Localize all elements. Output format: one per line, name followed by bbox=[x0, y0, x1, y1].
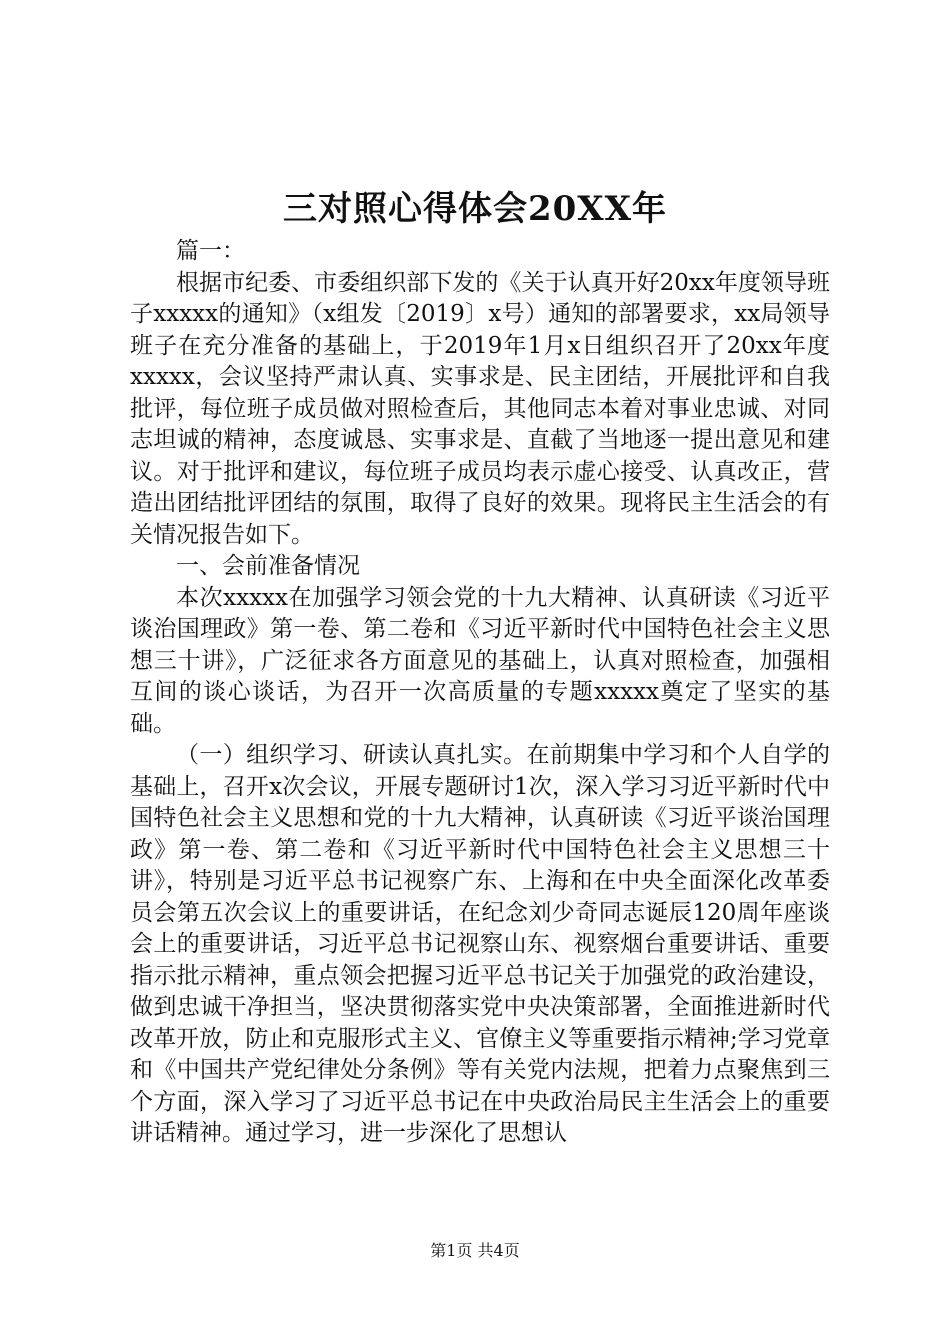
paragraph-study: （一）组织学习、研读认真扎实。在前期集中学习和个人自学的基础上，召开x次会议，开展专题研讨1次，深入学习习近平新时代中国特色社会主义思想和党的十九大精神，认真研读《习近平谈治国理政》第一卷、第二卷和《习近平新时代中国特色社会主义思想三十讲》，特别是习近平总书记视察广东、上海和在中央全面深化改革委员会第五次会议上的重要讲话，在纪念刘少奇同志诞辰120周年座谈会上的重要讲话，习近平总书记视察山东、视察烟台重要讲话、重要指示批示精神，重点领会把握习近平总书记关于加强党的政治建设，做到忠诚干净担当，坚决贯彻落实党中央决策部署，全面推进新时代改革开放，防止和克服形式主义、官僚主义等重要指示精神;学习党章和《中国共产党纪律处分条例》等有关党内法规，把着力点聚焦到三个方面，深入学习了习近平总书记在中央政治局民主生活会上的重要讲话精神。通过学习，进一步深化了思想认 bbox=[130, 742, 830, 1146]
document-body bbox=[130, 236, 830, 1150]
paragraph-intro: 根据市纪委、市委组织部下发的《关于认真开好20xx年度领导班子xxxxx的通知》（x组发〔2019〕x号）通知的部署要求，xx局领导班子在充分准备的基础上，于2019年1月x日组织召开了20xx年度xxxxx，会议坚持严肃认真、实事求是、民主团结，开展批评和自我批评，每位班子成员做对照检查后，其他同志本着对事业忠诚、对同志坦诚的精神，态度诚恳、实事求是、直截了当地逐一提出意见和建议。对于批评和建议，每位班子成员均表示虚心接受、认真改正，营造出团结批评团结的氛围，取得了良好的效果。现将民主生活会的有关情况报告如下。 bbox=[130, 269, 830, 548]
page-title: 三对照心得体会20XX年 bbox=[282, 189, 668, 229]
page-footer: 第1页 共4页 bbox=[430, 1241, 520, 1260]
paragraph-preparation: 本次xxxxx在加强学习领会党的十九大精神、认真研读《习近平谈治国理政》第一卷、第二卷和《习近平新时代中国特色社会主义思想三十讲》，广泛征求各方面意见的基础上，认真对照检查，加强相互间的谈心谈话，为召开一次高质量的专题xxxxx奠定了坚实的基础。 bbox=[130, 584, 830, 737]
heading-preparation: 一、会前准备情况 bbox=[176, 553, 360, 579]
paragraph-section-label: 篇一： bbox=[176, 238, 245, 264]
